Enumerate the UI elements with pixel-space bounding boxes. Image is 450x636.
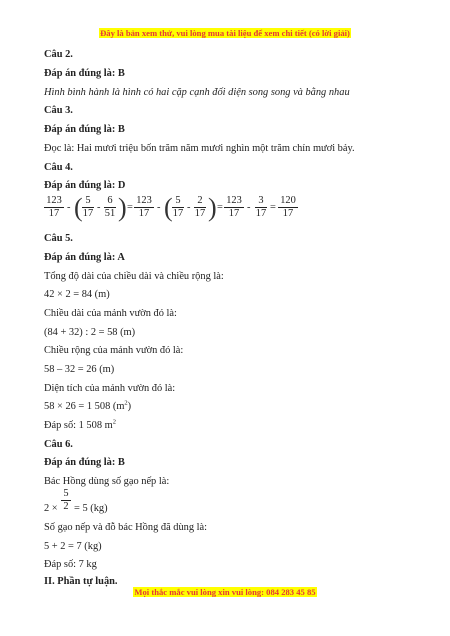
fraction: 2 17 [194,195,206,219]
solution-line: Bác Hồng dùng số gạo nếp là: [44,476,170,487]
operator: = [127,202,133,213]
fraction: 5 17 [172,195,184,219]
fraction: 5 17 [82,195,94,219]
operator: - [187,202,191,213]
left-paren: ( [164,193,173,222]
solution-line: 58 × 26 = 1 508 $(m^2)$ [44,399,132,412]
question-3-title: Câu 3. [44,105,73,116]
question-5-title: Câu 5. [44,233,73,244]
operator: - [67,202,71,213]
solution-line: Chiều dài của mảnh vườn đó là: [44,308,177,319]
question-5-answer: Đáp án đúng là: A [44,252,125,263]
operator: = [217,202,223,213]
fraction: 6 51 [104,195,116,219]
contact-footer: Mọi thắc mắc vui lòng xin vui lòng: 084 283 45 85 [134,587,316,597]
final-answer: Đáp số: 7 kg [44,559,97,570]
question-4-answer: Đáp án đúng là: D [44,180,126,191]
solution-line: 58 – 32 = 26 (m) [44,364,115,375]
question-2-answer: Đáp án đúng là: B [44,68,125,79]
fraction: 120 17 [278,195,298,220]
question-4-title: Câu 4. [44,162,73,173]
solution-line: Diện tích của mảnh vườn đó là: [44,383,176,394]
operand: 2 × [44,503,58,514]
question-6-answer: Đáp án đúng là: B [44,457,125,468]
operator: - [97,202,101,213]
question-3-answer: Đáp án đúng là: B [44,124,125,135]
right-paren: ) [118,193,127,222]
section-heading: II. Phần tự luận. [44,576,118,587]
operator: = [270,202,276,213]
operator: - [247,202,251,213]
preview-banner: Đây là bản xem thử, vui lòng mua tài liệu để xem chi tiết (có lời giải) [100,28,350,38]
right-paren: ) [208,193,217,222]
operator: - [157,202,161,213]
fraction: 123 17 [44,195,64,220]
question-3-explanation: Đọc là: Hai mươi triệu bốn trăm năm mươi nghìn một trăm chín mươi bảy. [44,143,355,154]
fraction: 123 17 [134,195,154,220]
solution-line: Tổng độ dài của chiều dài và chiều rộng là: [44,271,224,282]
fraction: 123 17 [224,195,244,220]
fraction: 5 2 [61,488,71,513]
question-2-title: Câu 2. [44,49,73,60]
solution-line: 5 + 2 = 7 (kg) [44,541,102,552]
solution-line: Số gạo nếp và đỗ bác Hồng đã dùng là: [44,522,208,533]
solution-line: (84 + 32) : 2 = 58 (m) [44,327,136,338]
result: = 5 (kg) [74,503,108,514]
question-6-title: Câu 6. [44,439,73,450]
left-paren: ( [74,193,83,222]
solution-line: Chiều rộng của mảnh vườn đó là: [44,345,184,356]
final-answer: Đáp số: 1 508 $m^2$ [44,418,116,431]
question-2-explanation: Hình bình hành là hình có hai cặp cạnh đối diện song song và bằng nhau [44,87,350,98]
fraction: 3 17 [255,195,267,219]
solution-line: 42 × 2 = 84 (m) [44,289,110,300]
